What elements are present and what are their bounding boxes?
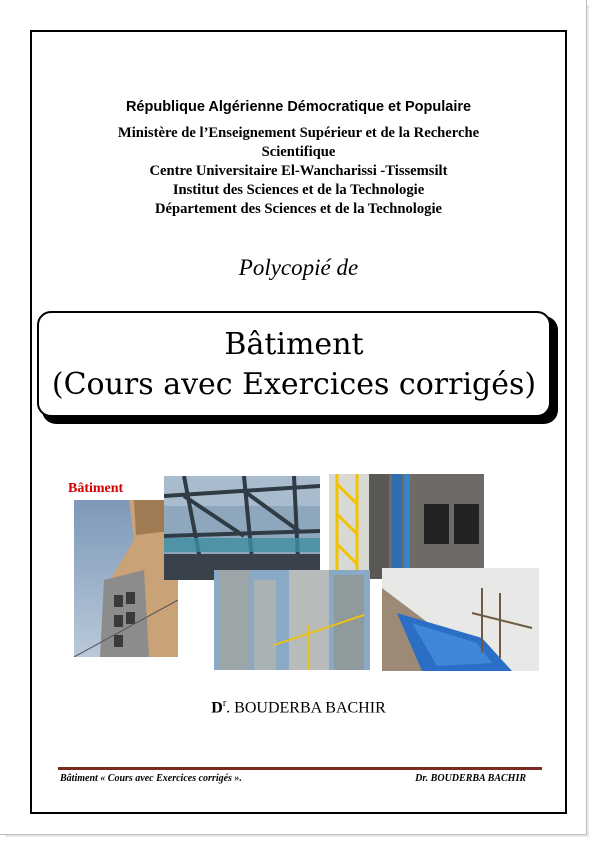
title-main: Bâtiment <box>224 327 364 362</box>
footer-course-title: Bâtiment « Cours avec Exercices corrigés ». <box>60 773 242 784</box>
ministry-line: Ministère de l’Enseignement Supérieur et de la Recherche <box>117 125 480 141</box>
building-facade-photo <box>74 500 178 657</box>
steel-frame-photo <box>164 476 320 580</box>
title-subtitle: (Cours avec Exercices corrigés) <box>51 367 537 402</box>
collage-label: Bâtiment <box>68 481 124 496</box>
republic-heading: République Algérienne Démocratique et Populaire <box>125 99 472 115</box>
skyscrapers-photo <box>214 570 370 670</box>
tower-crane-photo <box>329 474 484 579</box>
ministry-line-cont: Scientifique <box>261 144 336 160</box>
footer-author: Dr. BOUDERBA BACHIR <box>415 773 526 784</box>
polycopie-heading: Polycopié de <box>238 255 359 280</box>
institute-line: Institut des Sciences et de la Technologie <box>172 182 425 198</box>
university-line: Centre Universitaire El-Wancharissi -Tissemsilt <box>149 163 448 179</box>
footer-divider <box>58 767 542 770</box>
department-line: Département des Sciences et de la Technologie <box>155 201 442 217</box>
title-box <box>37 311 551 417</box>
roof-tarp-photo <box>382 568 539 671</box>
author-name: $D^r$. BOUDERBA BACHIR <box>211 698 386 717</box>
